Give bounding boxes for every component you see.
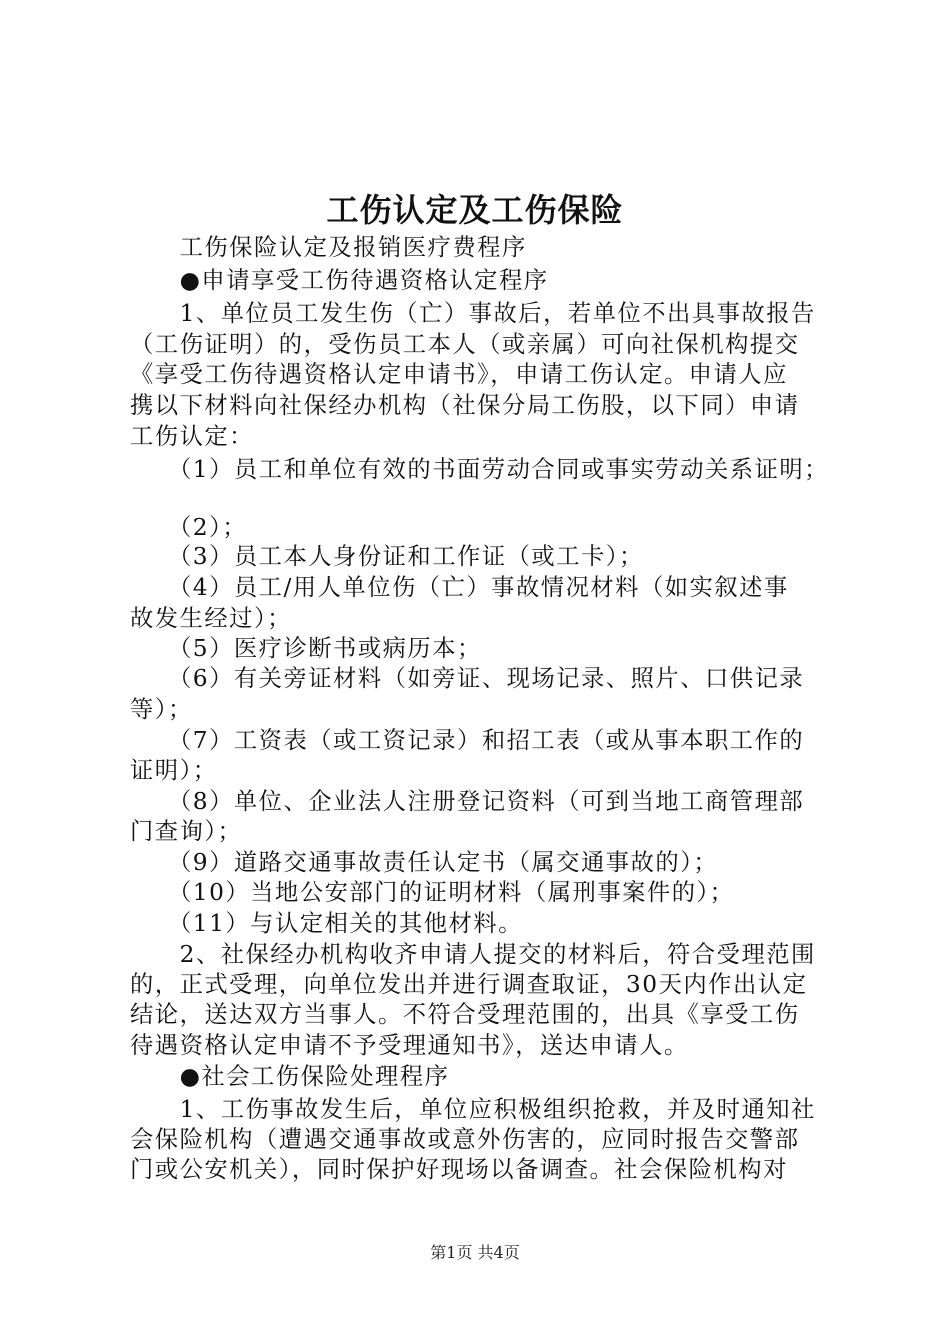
paragraph-line: 1、单位员工发生伤（亡）事故后，若单位不出具事故报告 (130, 300, 816, 327)
list-item: （3）员工本人身份证和工作证（或工卡）； (130, 543, 644, 570)
paragraph-line: 门或公安机关），同时保护好现场以备调查。社会保险机构对 (130, 1156, 788, 1183)
list-item: 等）； (130, 696, 193, 723)
paragraph-line: 待遇资格认定申请不予受理通知书》，送达申请人。 (130, 1032, 689, 1059)
section-heading: ●申请享受工伤待遇资格认定程序 (130, 267, 549, 294)
list-item: 门查询）； (130, 818, 243, 845)
paragraph-line: 的，正式受理，向单位发出并进行调查取证，30天内作出认定 (130, 971, 808, 998)
list-item: （11）与认定相关的其他材料。 (130, 910, 523, 937)
list-item: （1）员工和单位有效的书面劳动合同或事实劳动关系证明； (130, 456, 829, 483)
list-item: （2）； (130, 514, 248, 541)
list-item: （8）单位、企业法人注册登记资料（可到当地工商管理部 (130, 788, 805, 815)
paragraph-line: 工伤认定： (130, 423, 254, 450)
list-item: （5）医疗诊断书或病历本； (130, 635, 482, 662)
section-heading: ●社会工伤保险处理程序 (130, 1063, 450, 1090)
list-item: （4）员工/用人单位伤（亡）事故情况材料（如实叙述事 (130, 574, 789, 601)
paragraph-line: 《享受工伤待遇资格认定申请书》，申请工伤认定。申请人应 (130, 361, 788, 388)
paragraph-line: 携以下材料向社保经办机构（社保分局工伤股，以下同）申请 (130, 392, 800, 419)
paragraph-line: 会保险机构（遭遇交通事故或意外伤害的，应同时报告交警部 (130, 1126, 800, 1153)
list-item: （9）道路交通事故责任认定书（属交通事故的）； (130, 849, 719, 876)
paragraph-line: 1、工伤事故发生后，单位应积极组织抢救，并及时通知社 (130, 1096, 816, 1123)
paragraph-line: 2、社保经办机构收齐申请人提交的材料后，符合受理范围 (130, 941, 816, 968)
document-title: 工伤认定及工伤保险 (326, 191, 624, 229)
paragraph-line: （工伤证明）的，受伤员工本人（或亲属）可向社保机构提交 (130, 331, 800, 358)
paragraph-line: 结论，送达双方当事人。不符合受理范围的，出具《享受工伤 (130, 1001, 800, 1028)
page-footer: 第1页 共4页 (430, 1243, 520, 1262)
list-item: （7）工资表（或工资记录）和招工表（或从事本职工作的 (130, 727, 805, 754)
list-item: （6）有关旁证材料（如旁证、现场记录、照片、口供记录 (130, 665, 805, 692)
list-item: 证明）； (130, 757, 218, 784)
list-item: 故发生经过）； (130, 605, 292, 632)
list-item: （10）当地公安部门的证明材料（属刑事案件的）； (130, 879, 735, 906)
paragraph-line: 工伤保险认定及报销医疗费程序 (130, 234, 527, 261)
